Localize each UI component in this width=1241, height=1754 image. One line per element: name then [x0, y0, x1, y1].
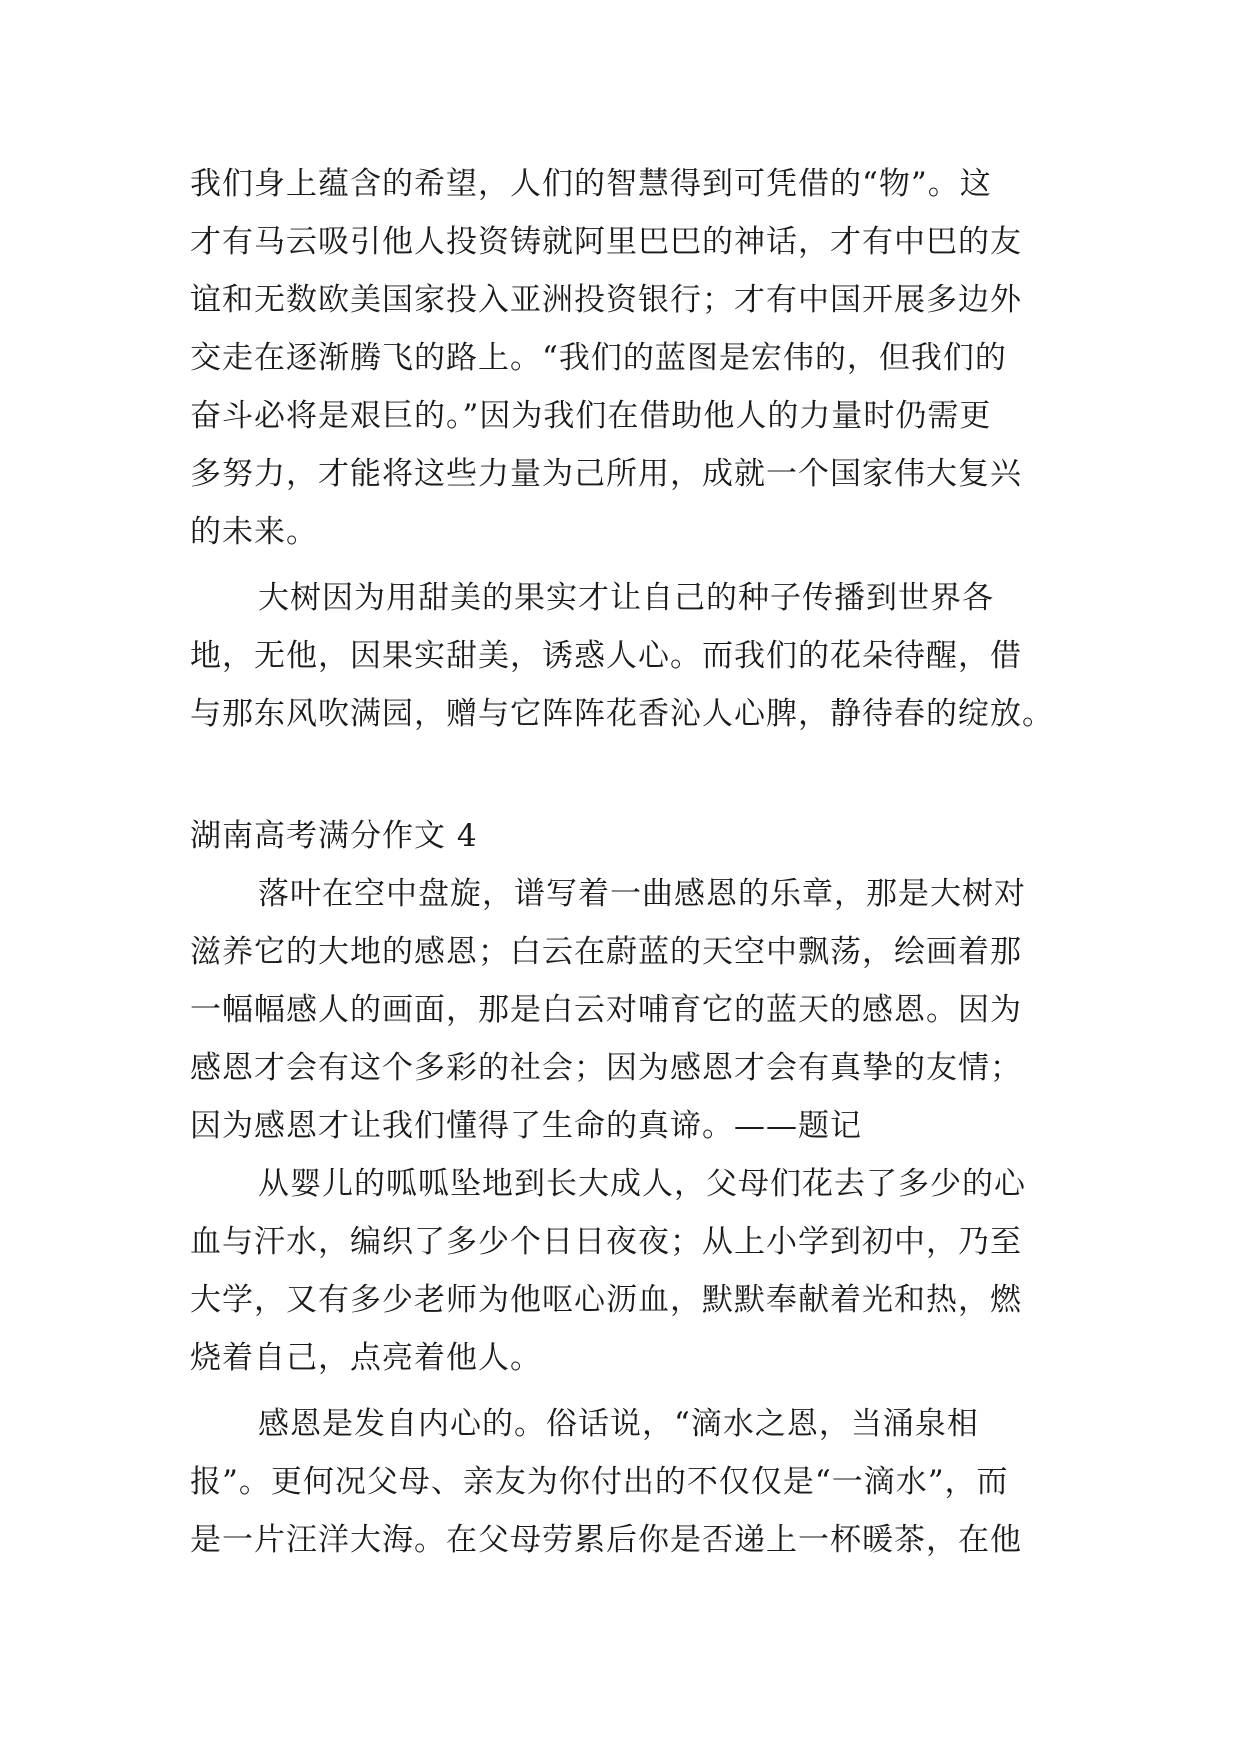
- text-line: 报”。更何况父母、亲友为你付出的不仅仅是“一滴水”，而: [190, 1464, 1009, 1500]
- text-line: 一幅幅感人的画面，那是白云对哺育它的蓝天的感恩。因为: [190, 992, 1022, 1028]
- text-line: 血与汗水，编织了多少个日日夜夜；从上小学到初中，乃至: [190, 1224, 1022, 1260]
- paragraph: [190, 1155, 1060, 1387]
- text-line: 落叶在空中盘旋，谱写着一曲感恩的乐章，那是大树对: [258, 876, 1026, 912]
- text-line: 才有马云吸引他人投资铸就阿里巴巴的神话，才有中巴的友: [190, 224, 1022, 260]
- text-line: 谊和无数欧美国家投入亚洲投资银行；才有中国开展多边外: [190, 282, 1022, 318]
- text-column: [190, 155, 1060, 1569]
- paragraph: [190, 865, 1060, 1155]
- paragraph: [190, 155, 1060, 561]
- text-line: 感恩才会有这个多彩的社会；因为感恩才会有真挚的友情；: [190, 1050, 1022, 1086]
- text-line: 滋养它的大地的感恩；白云在蔚蓝的天空中飘荡，绘画着那: [190, 934, 1022, 970]
- text-line: 因为感恩才让我们懂得了生命的真谛。——题记: [190, 1108, 862, 1144]
- text-line: 与那东风吹满园，赠与它阵阵花香沁人心脾，静待春的绽放。: [190, 696, 1054, 732]
- text-line: 从婴儿的呱呱坠地到长大成人，父母们花去了多少的心: [258, 1166, 1026, 1202]
- text-line: 烧着自己，点亮着他人。: [190, 1340, 542, 1376]
- text-line: 地，无他，因果实甜美，诱惑人心。而我们的花朵待醒，借: [190, 638, 1022, 674]
- paragraph: [190, 1395, 1060, 1569]
- text-line: 我们身上蕴含的希望，人们的智慧得到可凭借的“物”。这: [190, 166, 992, 202]
- text-line: 是一片汪洋大海。在父母劳累后你是否递上一杯暖茶，在他: [190, 1522, 1022, 1558]
- text-line: 奋斗必将是艰巨的。”因为我们在借助他人的力量时仍需更: [190, 398, 992, 434]
- section-heading: 湖南高考满分作文 4: [190, 818, 478, 854]
- text-line: 大学，又有多少老师为他呕心沥血，默默奉献着光和热，燃: [190, 1282, 1022, 1318]
- paragraph: [190, 569, 1060, 743]
- text-line: 感恩是发自内心的。俗话说，“滴水之恩，当涌泉相: [258, 1406, 979, 1442]
- text-line: 的未来。: [190, 514, 318, 550]
- text-line: 多努力，才能将这些力量为己所用，成就一个国家伟大复兴: [190, 456, 1022, 492]
- text-line: 交走在逐渐腾飞的路上。“我们的蓝图是宏伟的，但我们的: [190, 340, 1007, 376]
- text-line: 大树因为用甜美的果实才让自己的种子传播到世界各: [258, 580, 994, 616]
